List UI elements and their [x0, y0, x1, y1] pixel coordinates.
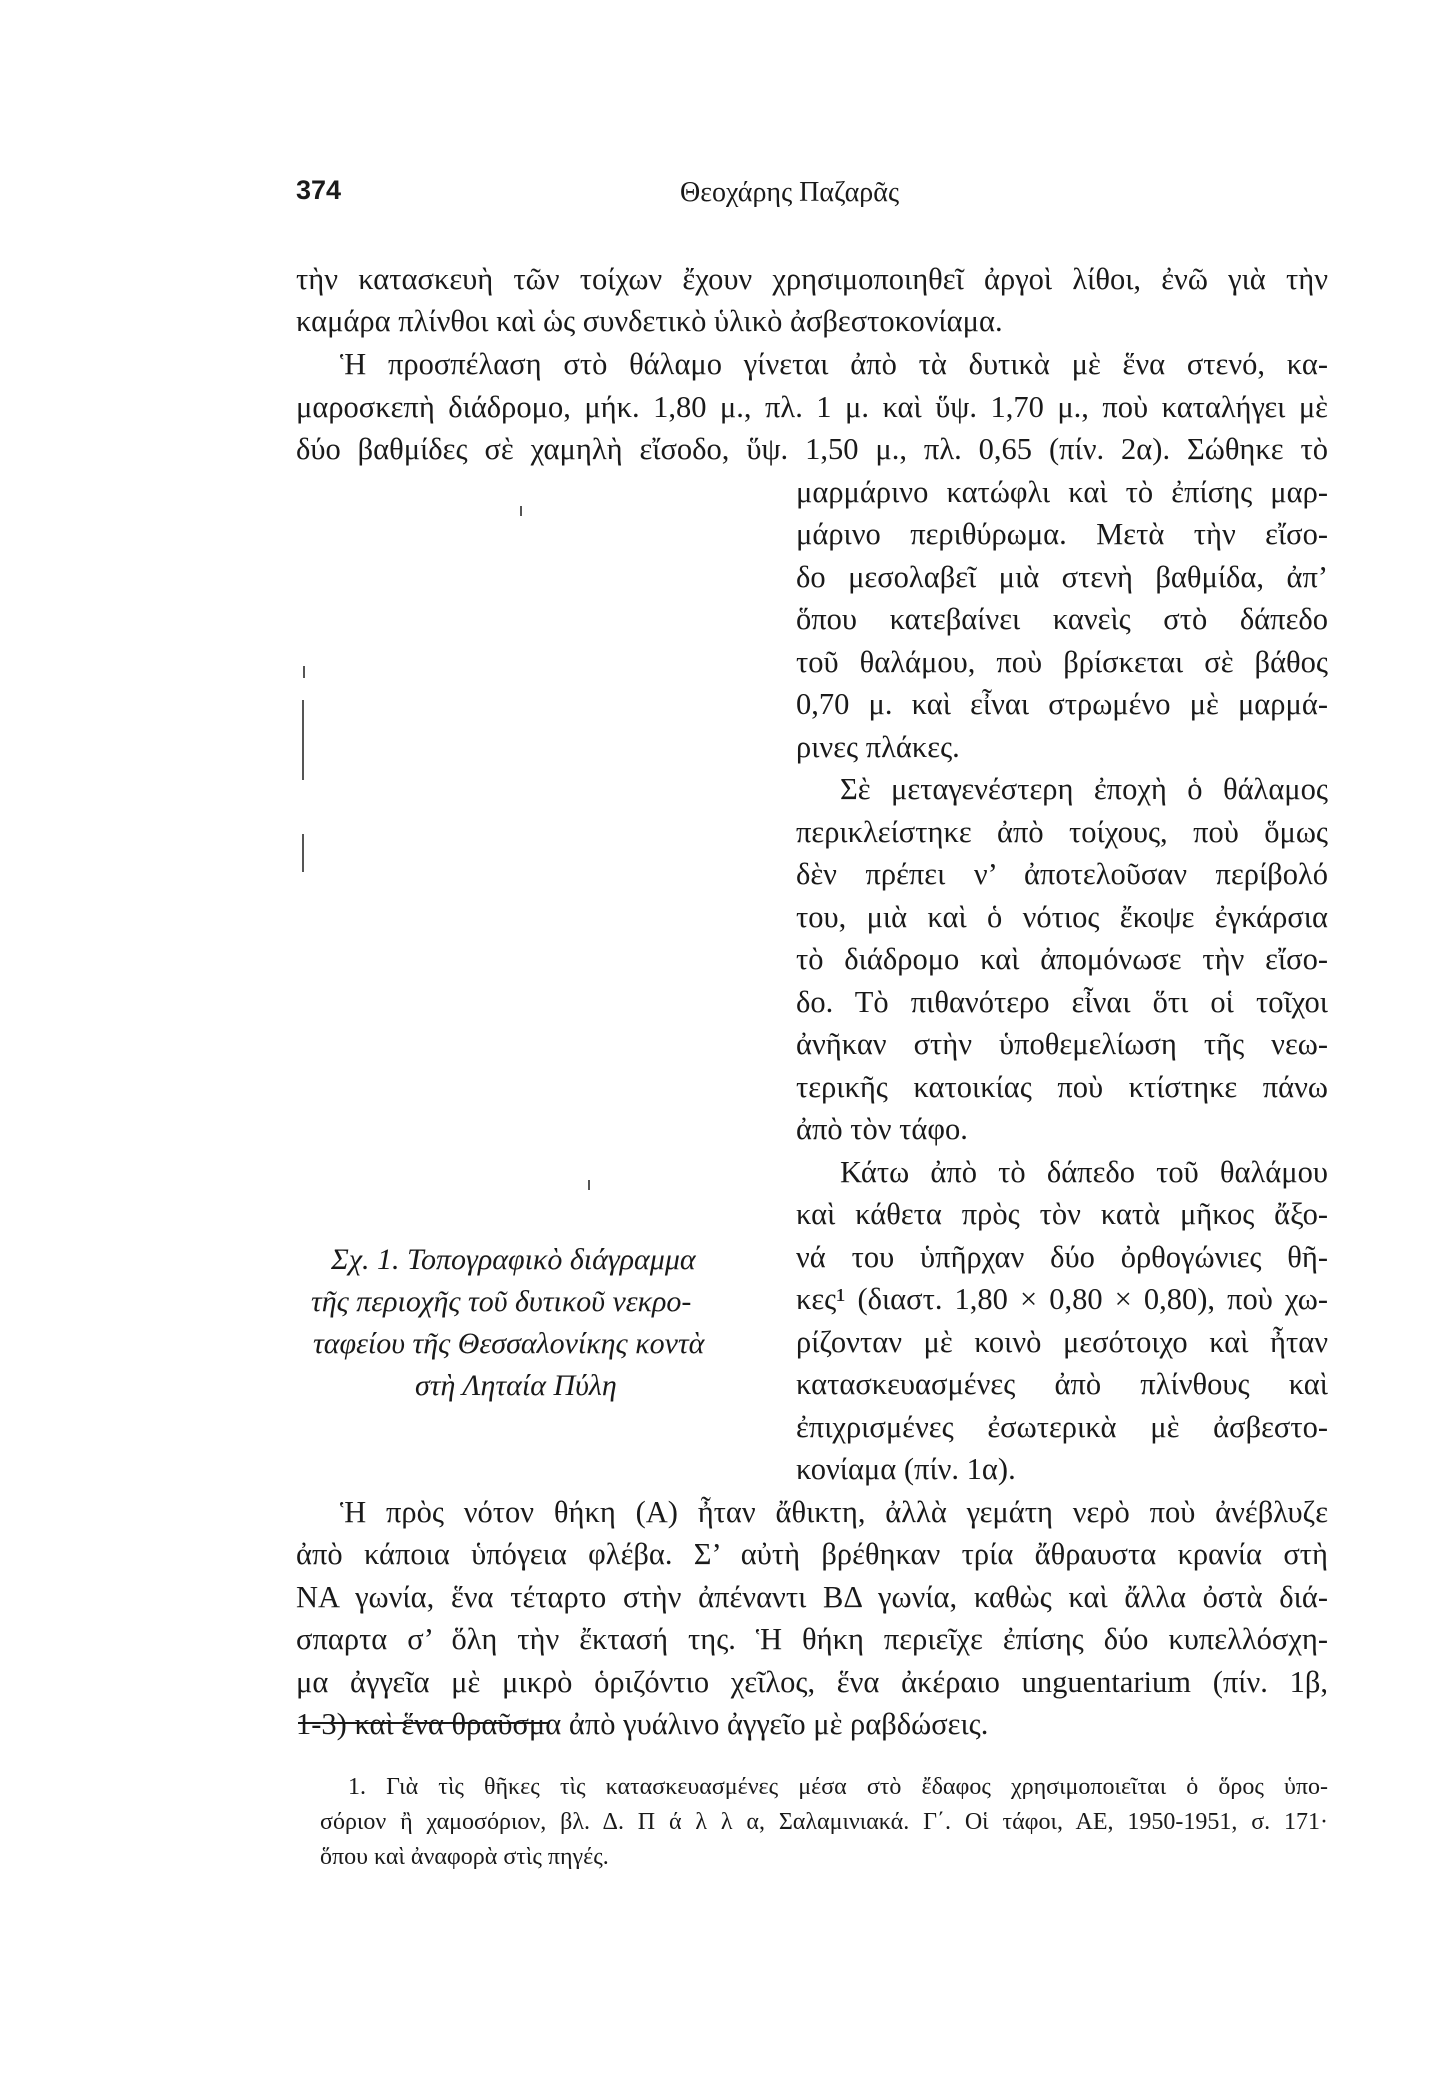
- column-line: τερικῆς κατοικίας ποὺ κτίστηκε πάνω: [796, 1070, 1328, 1104]
- figure-caption-line: ταφείου τῆς Θεσσαλονίκης κοντὰ: [313, 1327, 705, 1360]
- column-line: ὅπου κατεβαίνει κανεὶς στὸ δάπεδο: [796, 602, 1328, 636]
- column-line: ρινες πλάκες.: [796, 730, 960, 764]
- body-line: μα ἀγγεῖα μὲ μικρὸ ὁριζόντιο χεῖλος, ἕνα ἀκέραιο unguentarium (πίν. 1β,: [296, 1665, 1328, 1699]
- column-line: δο μεσολαβεῖ μιὰ στενὴ βαθμίδα, ἀπ’: [796, 560, 1328, 594]
- footnote-line: σόριον ἢ χαμοσόριον, βλ. Δ. Π ά λ λ α, Σαλαμινιακά. Γ΄. Οἱ τάφοι, ΑΕ, 1950-1951, σ. 171·: [320, 1809, 1328, 1835]
- page-header: [0, 175, 1455, 215]
- column-line: μάρινο περιθύρωμα. Μετὰ τὴν εἴσο-: [796, 517, 1328, 551]
- body-line: καμάρα πλίνθοι καὶ ὡς συνδετικὸ ὑλικὸ ἀσβεστοκονίαμα.: [296, 304, 1003, 338]
- column-line: τοῦ θαλάμου, ποὺ βρίσκεται σὲ βάθος: [796, 645, 1328, 679]
- column-line: τὸ διάδρομο καὶ ἀπομόνωσε τὴν εἴσο-: [796, 942, 1328, 976]
- body-line: τὴν κατασκευὴ τῶν τοίχων ἔχουν χρησιμοποιηθεῖ ἀργοὶ λίθοι, ἐνῶ γιὰ τὴν: [296, 262, 1328, 296]
- column-line: καὶ κάθετα πρὸς τὸν κατὰ μῆκος ἄξο-: [796, 1197, 1328, 1231]
- column-line: κατασκευασμένες ἀπὸ πλίνθους καὶ: [796, 1367, 1328, 1401]
- scan-speck: [302, 834, 304, 872]
- column-line: ρίζονταν μὲ κοινὸ μεσότοιχο καὶ ἦταν: [796, 1325, 1328, 1359]
- figure-caption-line: τῆς περιοχῆς τοῦ δυτικοῦ νεκρο-: [311, 1285, 692, 1318]
- body-line: μαροσκεπὴ διάδρομο, μήκ. 1,80 μ., πλ. 1 μ. καὶ ὕψ. 1,70 μ., ποὺ καταλήγει μὲ: [296, 390, 1328, 424]
- footnote-rule: [298, 1722, 550, 1724]
- column-line: ἀνῆκαν στὴν ὑποθεμελίωση τῆς νεω-: [796, 1027, 1328, 1061]
- body-line: Ἡ πρὸς νότον θήκη (Α) ἦταν ἄθικτη, ἀλλὰ γεμάτη νερὸ ποὺ ἀνέβλυζε: [340, 1495, 1328, 1529]
- column-line: κες¹ (διαστ. 1,80 × 0,80 × 0,80), ποὺ χω-: [796, 1282, 1328, 1316]
- page-number: 374: [296, 175, 342, 205]
- column-line: δὲν πρέπει ν’ ἀποτελοῦσαν περίβολό: [796, 857, 1328, 891]
- running-head: Θεοχάρης Παζαρᾶς: [680, 177, 900, 208]
- scan-speck: [520, 506, 522, 516]
- column-line: μαρμάρινο κατώφλι καὶ τὸ ἐπίσης μαρ-: [796, 475, 1328, 509]
- figure-caption-line: στὴ Ληταία Πύλη: [415, 1369, 617, 1402]
- column-line: δο. Τὸ πιθανότερο εἶναι ὅτι οἱ τοῖχοι: [796, 985, 1328, 1019]
- column-line: του, μιὰ καὶ ὁ νότιος ἔκοψε ἐγκάρσια: [796, 900, 1328, 934]
- body-line: δύο βαθμίδες σὲ χαμηλὴ εἴσοδο, ὕψ. 1,50 μ., πλ. 0,65 (πίν. 2α). Σώθηκε τὸ: [296, 432, 1328, 466]
- body-line: ἀπὸ κάποια ὑπόγεια φλέβα. Σ’ αὐτὴ βρέθηκαν τρία ἄθραυστα κρανία στὴ: [296, 1537, 1328, 1571]
- body-line: ΝΑ γωνία, ἕνα τέταρτο στὴν ἀπέναντι ΒΔ γωνία, καθὼς καὶ ἄλλα ὀστὰ διά-: [296, 1580, 1328, 1614]
- column-line: 0,70 μ. καὶ εἶναι στρωμένο μὲ μαρμά-: [796, 687, 1328, 721]
- figure-caption-line: Σχ. 1. Τοπογραφικὸ διάγραμμα: [331, 1243, 696, 1276]
- scan-speck: [302, 700, 304, 780]
- body-line: 1-3) καὶ ἕνα θραῦσμα ἀπὸ γυάλινο ἀγγεῖο μὲ ραβδώσεις.: [296, 1707, 989, 1741]
- column-line: Κάτω ἀπὸ τὸ δάπεδο τοῦ θαλάμου: [840, 1155, 1328, 1189]
- footnote-line: 1. Γιὰ τὶς θῆκες τὶς κατασκευασμένες μέσα στὸ ἔδαφος χρησιμοποιεῖται ὁ ὅρος ὑπο-: [348, 1774, 1328, 1800]
- column-line: νά του ὑπῆρχαν δύο ὀρθογώνιες θῆ-: [796, 1240, 1328, 1274]
- column-line: ἀπὸ τὸν τάφο.: [796, 1112, 968, 1146]
- column-line: Σὲ μεταγενέστερη ἐποχὴ ὁ θάλαμος: [840, 772, 1328, 806]
- scan-speck: [303, 666, 305, 678]
- column-line: κονίαμα (πίν. 1α).: [796, 1452, 1016, 1486]
- column-line: περικλείστηκε ἀπὸ τοίχους, ποὺ ὅμως: [796, 815, 1328, 849]
- column-line: ἐπιχρισμένες ἐσωτερικὰ μὲ ἀσβεστο-: [796, 1410, 1328, 1444]
- footnote-line: ὅπου καὶ ἀναφορὰ στὶς πηγές.: [320, 1844, 609, 1870]
- body-line: Ἡ προσπέλαση στὸ θάλαμο γίνεται ἀπὸ τὰ δυτικὰ μὲ ἕνα στενό, κα-: [340, 347, 1328, 381]
- body-line: σπαρτα σ’ ὅλη τὴν ἔκτασή της. Ἡ θήκη περιεῖχε ἐπίσης δύο κυπελλόσχη-: [296, 1622, 1328, 1656]
- scan-speck: [588, 1180, 590, 1190]
